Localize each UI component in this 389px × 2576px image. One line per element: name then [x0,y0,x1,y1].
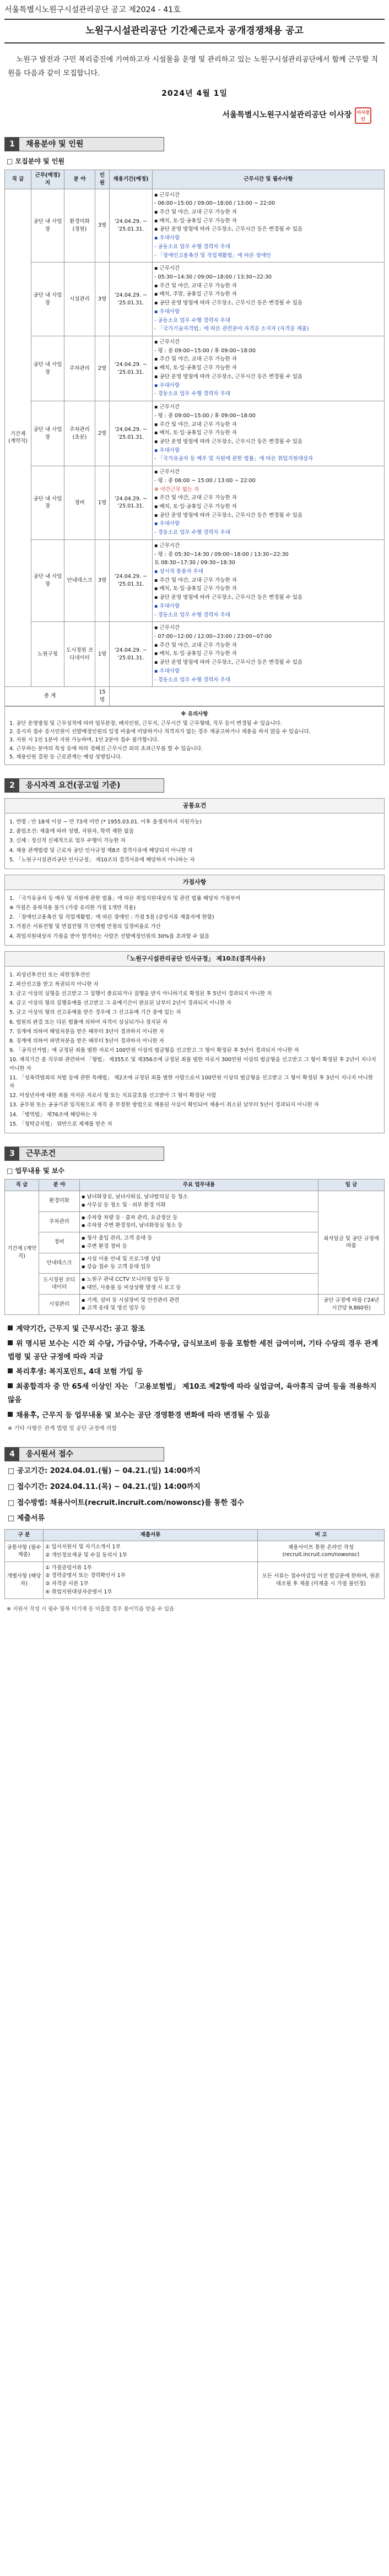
doc-note: 모든 서류는 접수마감일 이전 발급분에 한하며, 원본대조필 후 제출 (미제출 시 가점 불인정) [258,1562,385,1598]
recruit-table [4,170,385,706]
notes-title: ※ 유의사항 [181,711,208,717]
detail-line: ▪ 우대사항 [154,308,180,315]
detail-line: - 05:30~14:30 / 09:00~18:00 / 13:30~22:30 [154,274,272,280]
col-header: 직 급 [5,1180,39,1191]
subsection-title: □ 업무내용 및 보수 [7,1166,65,1175]
detail-line: - 「국가기술자격법」에 따른 관련분야 자격증 소지자 (자격증 제출) [154,326,309,332]
notice-date: 2024년 4월 1일 [161,89,228,99]
tasks-cell [80,1211,318,1232]
table-row [5,622,385,687]
task-line: ▪ 주차장 주변 환경정리, 남녀화장실 청소 등 [82,1222,183,1229]
detail-line: ▪ 배치, 토·일·공휴일 근무 가능한 자 [154,365,237,372]
period-cell: '24.04.29. ~ '25.01.31. [110,622,153,687]
detail-line: ▪ 배치, 주말, 공휴일 근무 가능한 자 [154,291,237,298]
col-header: 주요 업무내용 [80,1180,318,1191]
detail-line: ▪ 주간 및 야간, 교대 근무 가능한 자 [154,356,237,363]
doc-item: ① 가점증빙서류 1부 [45,1564,92,1571]
detail-line: - 평 : 중 06:00 ~ 15:00 / 13:00 ~ 22:00 [154,477,256,484]
place-cell: 공단 내 사업장 [31,336,64,401]
disqualification-box [4,951,385,1133]
field-cell: 주차관리 (초문) [64,401,95,466]
tasks-cell [80,1232,318,1253]
detail-line: ▪ 주간 및 야간, 교대 근무 가능한 자 [154,495,237,501]
field-cell: 주차관리 [39,1211,80,1232]
list-item: 13. 공무원 또는 공공기관 임직원으로 재직 중 부정한 방법으로 채용된 사실이 확인되어 채용이 취소된 날부터 5년이 경과되지 아니한 자 [9,1102,319,1109]
table-row [5,1191,385,1212]
detail-line: ▪ 주간 및 야간, 교대 근무 가능한 자 [154,209,237,215]
period-cell: '24.04.29. ~ '25.01.31. [110,401,153,466]
table-row [5,336,385,401]
total-row [5,687,385,706]
count-cell: 2명 [95,336,110,401]
detail-line: ▪ 근무시간 [154,192,180,198]
detail-line: ▪ 배치, 토·일·공휴일 근무 가능한 자 [154,503,237,510]
task-line: ▪ 고객 응대 및 영선 업무 등 [82,1305,146,1312]
detail-line: ▪ 우대사항 [154,382,180,389]
detail-line: ▪ 배치, 토·일·공휴일 근무 가능한 자 [154,651,237,657]
detail-line: ▪ 우대사항 [154,447,180,454]
detail-line: ▪ 우대사항 [154,668,180,674]
detail-line: ▪ 주간 및 야간, 교대 근무 가능한 자 [154,642,237,648]
place-cell: 공단 내 사업장 [31,263,64,336]
count-cell: 1명 [95,622,110,687]
col-header: 분 야 [64,170,95,189]
task-line: ▪ 노원구 관내 CCTV 모니터링 업무 등 [82,1276,170,1283]
detail-line: 토 08:30~17:30 / 09:30~18:30 [154,560,235,566]
issuer [4,107,385,124]
list-item: 4. 취업지원대상자 가점을 받아 합격하는 사람은 선발예정인원의 30%를 초과할 수 없음 [9,933,210,940]
detail-line: - 공동소요 업무 수행 경력자 우대 [154,243,230,250]
detail-line: ▪ 우대사항 [154,521,180,527]
note-item: 5. 채용인원 결원 등 근로관계는 예상 성명입니다. [9,754,122,760]
table-header-row [5,1180,385,1191]
list-item: 4. 금고 이상의 형의 집행유예를 선고받고 그 유예기간이 완료된 날부터 2년이 경과되지 아니한 자 [9,1000,232,1007]
field-cell: 정비 [39,1232,80,1253]
detail-line: ▪ 근무시간 [154,542,180,549]
section-title: 채용분야 및 인원 [19,138,164,151]
place-cell: 공단 내 사업장 [31,466,64,540]
detail-line: - 경동소요 업무 수행 경력자 우대 [154,391,230,397]
list-item: 11. 「성폭력범죄의 처벌 등에 관한 특례법」 제2조에 규정된 죄를 범한 사람으로서 100만원 이상의 벌금형을 선고받고 그 형이 확정된 후 3년이 지나지 아니한 자 [9,1074,374,1089]
count-cell: 2명 [95,401,110,466]
list-item: 9. 「공직선거법」에 규정된 죄를 범한 자로서 100만원 이상의 벌금형을 선고받고 그 형이 확정된 후 5년이 경과되지 아니한 자 [9,1047,299,1054]
field-cell: 안내데스크 [39,1253,80,1274]
section-2-header [4,778,164,793]
pay-cell: 최저임금 및 공단 규정에 따름 [318,1191,385,1295]
subsection-title: □ 모집분야 및 인원 [7,157,65,165]
detail-line: ▪ 공단 운영 방침에 따라 근무장소, 근무시간 등은 변경될 수 있음 [154,226,303,233]
box-title: 「노원구시설관리공단 인사규정」 제10조(결격사유) [5,952,384,967]
grade-cell: 기간제 (계약직) [5,189,31,687]
application-item: □ 제출서류 [8,1514,45,1523]
detail-cell [153,401,385,466]
condition-item [8,1338,385,1364]
list-item: 1. 연령 : 만 18세 이상 ~ 만 73세 미만 (* 1955.03.01. 이후 출생자까지 지원가능) [9,818,202,825]
condition-text: 최종합격자 중 만 65세 이상인 자는 「고용보험법」 제10조 제2항에 따라 실업급여, 육아휴직 급여 등을 적용하지 않음 [8,1383,377,1405]
doc-items [44,1562,258,1598]
detail-line: ▪ 근무시간 [154,469,180,476]
detail-line: ▪ 공단 운영 방침에 따라 근무장소, 근무시간 등은 변경될 수 있음 [154,300,303,307]
task-line: ▪ 기계, 설비 등 시설장비 및 안전관리 관련 [82,1297,180,1303]
task-line: ▪ 청사 출입 관리, 고객 응대 등 [82,1235,153,1242]
count-cell: 3명 [95,263,110,336]
detail-cell [153,336,385,401]
list-item: 1. 「국가유공자 등 예우 및 지원에 관한 법률」에 따른 취업지원대상자 및 관련 법률 해당자 가점부여 [9,895,241,902]
official-seal: 이사장인 [355,107,371,124]
list-item: 3. 신체 : 정신적 신체적으로 업무 수행이 가능한 자 [9,838,126,844]
period-cell: '24.04.29. ~ '25.01.31. [110,539,153,621]
common-requirements-box [4,798,385,869]
detail-line: - 「국가유공자 등 예우 및 지원에 관한 법률」에 따른 취업지원대상자 [154,456,314,462]
intro-paragraph: 노원구 발전과 구민 복리증진에 기여하고자 시설물을 운영 및 관리하고 있는 노원구시설관리공단에서 함께 근무할 직원을 다음과 같이 모집합니다. [8,55,379,78]
doc-item: ④ 취업지원대상자증명서 1부 [45,1589,112,1595]
detail-line: - 평 : 중 05:30~14:30 / 09:00~18:00 / 13:30~22:30 [154,551,289,558]
detail-line: ▪ 공단 운영 방침에 따라 근무장소, 근무시간 등은 변경될 수 있음 [154,438,303,445]
list-item: 14. 「병역법」 제76조에 해당하는 자 [9,1111,98,1118]
square-bullet-icon [8,1383,13,1388]
note-item: 3. 지원 시 1인 1분야 지원 가능하며, 1인 2분야 접수 불가합니다. [9,737,159,744]
task-line: ▪ 주변 환경 정비 등 [82,1243,127,1249]
condition-sub: ※ 기타 사항은 관계 법령 및 공단 규정에 의함 [8,1425,117,1432]
count-cell: 1명 [95,466,110,540]
detail-line: ▪ 공단 운영 방침에 따라 근무장소, 근무시간 등은 변경될 수 있음 [154,512,303,519]
place-cell: 공단 내 사업장 [31,539,64,621]
doc-category: 공통사항 (필수제출) [5,1541,44,1562]
table-row [5,401,385,466]
doc-item: ② 개인정보제공 및 수집 동의서 1부 [45,1552,127,1558]
conditions-list [4,1323,385,1434]
place-cell: 공단 내 사업장 [31,401,64,466]
task-line: ▪ 시설 이용 안내 및 프로그램 상담 [82,1256,161,1262]
field-cell: 주차관리 [64,336,95,401]
detail-line: ▪ 배치, 토·일·공휴일 근무 가능한 자 [154,586,237,592]
field-cell: 도시정원 코디네이터 [64,622,95,687]
detail-line: ▪ 주간 및 야간, 교대 근무 가능한 자 [154,421,237,428]
detail-line: ▪ 근무시간 [154,339,180,346]
issuer-name: 서울특별시노원구시설관리공단 이사장 [222,111,352,120]
tasks-cell [80,1294,318,1315]
field-cell: 도시정원 코디네이터 [39,1274,80,1295]
detail-line: ▪ 공단 운영 방침에 따라 근무장소, 근무시간 등은 변경될 수 있음 [154,373,303,380]
detail-line: ▪ 상시적 통용자 우대 [154,569,203,575]
total-label: 총 계 [5,687,95,706]
field-cell: 환경미화 [39,1191,80,1212]
col-header: 구 분 [5,1530,44,1541]
condition-text: 채용후, 근무지 등 업무내용 및 보수는 공단 경영환경 변화에 따라 변경될 수 있음 [16,1411,271,1420]
square-bullet-icon [8,1412,13,1417]
square-bullet-icon [8,1368,13,1373]
list-item: 15. 「청탁금지법」 위반으로 제재를 받은 자 [9,1121,112,1127]
task-line: ▪ 사무실 등 청소 및 · 외부 환경 미화 [82,1202,166,1208]
doc-note: 채용사이트 통한 온라인 작성 (recruit.incruit.com/nowonsc) [258,1541,385,1562]
work-table [4,1179,385,1315]
section-number: 1 [5,137,19,151]
table-row [5,1294,385,1315]
documents-table [4,1529,385,1598]
note-item: 1. 공단 운영방침 및 근무성적에 따라 업무분장, 배치인원, 근무지, 근무시간 및 근무형태, 직무 등이 변경될 수 있습니다. [9,721,282,727]
col-header: 근무시간 및 필수사항 [153,170,385,189]
section-number: 4 [5,1447,19,1461]
detail-line: - 경동소요 업무 수행 경력자 우대 [154,676,230,683]
doc-items [44,1541,258,1562]
detail-line: ▪ 근무시간 [154,265,180,272]
list-item: 3. 가점은 서류전형 및 면접전형 각 단계별 만점의 일정비율로 가산 [9,924,161,930]
list-item: 2. 「장애인고용촉진 및 직업재활법」에 따른 장애인 : 가점 5점 (증빙서류 제출자에 한함) [9,914,214,921]
detail-line: - 공동소요 업무 수행 경력자 우대 [154,317,230,324]
detail-line: - 평 : 중 09:00~15:00 / 휴 09:00~18:00 [154,412,256,419]
list-item: 2. 졸업조건: 제출에 따라 성별, 지원자, 학력 제한 없음 [9,828,134,835]
detail-line: ▪ 주간 및 야간, 교대 근무 가능한 자 [154,282,237,289]
condition-text: 계약기간, 근무지 및 근무시간: 공고 참조 [16,1325,145,1334]
list-item: 5. 「노원구시설관리공단 인사규정」 제10조의 결격사유에 해당하지 아니하는 자 [9,856,195,863]
detail-cell [153,189,385,263]
section-title: 응시자격 요건(공고일 기준) [19,779,164,792]
application-info [4,1466,385,1525]
condition-item [8,1380,385,1407]
list-item: 7. 징계에 의하여 해임처분을 받은 때부터 3년이 경과하지 아니한 자 [9,1028,164,1035]
footer-note: ※ 지원서 작성 시 필수 항목 미기재 등 미흡할 경우 불이익을 받을 수 있음 [7,1606,175,1612]
grade-cell: 기간제 (계약직) [5,1191,39,1315]
section-4-header [4,1447,164,1461]
doc-item: ③ 자격증 사본 1부 [45,1581,89,1587]
count-cell: 3명 [95,539,110,621]
tasks-cell [80,1191,318,1212]
section-title: 응시원서 접수 [19,1448,164,1461]
list-item: 3. 금고 이상의 실형을 선고받고 그 집행이 종료되거나 집행을 받지 아니하기로 확정된 후 5년이 경과되지 아니한 자 [9,991,272,997]
count-cell: 3명 [95,189,110,263]
application-item: □ 접수방법: 채용사이트(recruit.incruit.com/nowonsc)를 통한 접수 [8,1498,244,1507]
section-number: 3 [5,1147,19,1161]
task-line: ▪ 주차장 차량 등 · 출차 관리, 요금정산 등 [82,1214,178,1221]
table-header-row [5,170,385,189]
application-item: □ 공고기간: 2024.04.01.(월) ~ 04.21.(일) 14:00까지 [8,1467,201,1476]
detail-line: ▪ 배치, 토·일·공휴일 근무 가능한 자 [154,430,237,436]
condition-item [8,1366,385,1379]
detail-line: ▪ 우대사항 [154,603,180,609]
col-header: 임 금 [318,1180,385,1191]
col-header: 채용기간(예정) [110,170,153,189]
list-item: 2. 파산선고를 받고 복권되지 아니한 자 [9,981,99,987]
task-line: ▪ 남녀화장실, 남녀샤워실, 남녀탈의실 등 청소 [82,1194,188,1200]
detail-line: ▪ 공단 운영 방침에 따라 근무장소, 근무시간 등은 변경될 수 있음 [154,594,303,601]
task-line: ▪ 대민, 사용불 등 비상상황 발생 시 보고 등 [82,1284,181,1291]
list-item: 5. 금고 이상의 형의 선고유예를 받은 경우에 그 선고유예 기간 중에 있는 자 [9,1009,181,1016]
col-header: 제출서류 [44,1530,258,1541]
detail-line: ▪ 배치, 토·일·공휴일 근무 가능한 자 [154,217,237,224]
pay-cell: 공단 규정에 따름 ('24년 시간당 9,860원) [318,1294,385,1315]
detail-line: ▪ 우대사항 [154,235,180,242]
field-cell: 시설관리 [64,263,95,336]
list-item: 4. 채용 관계법령 및 근로자 공단 인사규정 제8조 결격사유에 해당되지 아니한 자 [9,847,193,854]
square-bullet-icon [8,1340,13,1345]
section-1-header [4,137,164,151]
list-item: 10. 재직기간 중 직무와 관련하여 「형법」 제355조 및 제356조에 규정된 죄를 범한 자로서 300만원 이상의 벌금형을 선고받고 그 형이 확정된 후 2년이 지나지 아니한 자 [9,1057,376,1072]
note-item: 4. 근무하는 분야의 특성 등에 따라 정해진 근무시간 외의 초과근무를 할 수 있습니다. [9,745,203,752]
detail-line: - 평 : 중 09:00~15:00 / 휴 09:00~18:00 [154,347,256,354]
notice-number: 서울특별시노원구시설관리공단 공고 제2024 - 41호 [4,6,181,14]
table-row [5,539,385,621]
condition-item [8,1409,385,1422]
section-title: 근무조건 [19,1147,164,1160]
box-title: 공통요건 [5,799,384,814]
section-number: 2 [5,778,19,793]
detail-line: - 06:00~15:00 / 09:00~18:00 / 13:00 ~ 22:00 [154,200,275,207]
table-row [5,466,385,540]
detail-cell [153,466,385,540]
place-cell: 노원구청 [31,622,64,687]
table-row [5,189,385,263]
tasks-cell [80,1274,318,1295]
list-item: 8. 징계에 의하여 파면처분을 받은 때부터 5년이 경과하지 아니한 자 [9,1038,164,1044]
col-header: 비 고 [258,1530,385,1541]
period-cell: '24.04.29. ~ '25.01.31. [110,189,153,263]
detail-line: - 경동소요 업무 수행 경력자 우대 [154,530,230,536]
condition-text: 복리후생: 복지포인트, 4대 보험 가입 등 [16,1368,143,1377]
col-header: 분 야 [39,1180,80,1191]
detail-line: - 07:00~12:00 / 12:00~23:00 / 23:00~07:00 [154,634,272,640]
box-title: 가점사항 [5,875,384,890]
detail-line: - 「장애인고용촉진 및 직업재활법」에 따른 장애인 [154,252,271,259]
table-header-row [5,1530,385,1541]
notes-box [4,706,385,765]
detail-cell [153,263,385,336]
col-header: 인 원 [95,170,110,189]
note-item: 2. 응시자 접수 응시인원이 선발예정인원의 일정 비율에 미달하거나 적격자가 없는 경우 재공고하거나 채용을 하지 않을 수 있습니다. [9,729,311,735]
field-cell: 안내데스크 [64,539,95,621]
total-empty [110,687,385,706]
list-item: 6. 법원의 판결 또는 다른 법률에 의하여 자격이 상실되거나 정지된 자 [9,1019,168,1025]
field-cell: 환경미화 (정원) [64,189,95,263]
task-line: ▪ 강습 접수 등 고객 응대 업무 [82,1264,151,1270]
field-cell: 정비 [64,466,95,540]
condition-text: 위 명시된 보수는 시간 외 수당, 가급수당, 가족수당, 급식보조비 등을 포함한 세전 급여이며, 기타 수당의 경우 관계법령 및 공단 규정에 따라 지급 [8,1340,379,1362]
total-count: 15명 [95,687,110,706]
table-row [5,1541,385,1562]
bonus-points-box [4,875,385,946]
period-cell: '24.04.29. ~ '25.01.31. [110,336,153,401]
detail-cell [153,622,385,687]
table-row [5,1562,385,1598]
square-bullet-icon [8,1325,13,1330]
application-item: □ 접수기간: 2024.04.11.(목) ~ 04.21.(일) 14:00까지 [8,1482,201,1491]
detail-line: - 경동소요 업무 수행 경력자 우대 [154,612,230,618]
detail-line: ▪ 주간 및 야간, 교대 근무 가능한 자 [154,577,237,583]
doc-item: ② 경력증명서 또는 경력확인서 1부 [45,1573,126,1579]
doc-category: 개별사항 (해당자) [5,1562,44,1598]
field-cell: 시설관리 [39,1294,80,1315]
list-item: 12. 미성년자에 대한 죄를 저지른 자로서 형 또는 치료감호를 선고받아 그 형이 확정된 사람 [9,1093,217,1099]
list-item: ※ 가점은 중복적용 불가 (가장 유리한 가점 1개만 적용) [9,905,136,911]
period-cell: '24.04.29. ~ '25.01.31. [110,466,153,540]
notice-title: 노원구시설관리공단 기간제근로자 공개경쟁채용 공고 [4,19,385,43]
col-header: 근무(예정)지 [31,170,64,189]
period-cell: '24.04.29. ~ '25.01.31. [110,263,153,336]
detail-cell [153,539,385,621]
table-row [5,263,385,336]
detail-line: ※ 야간근무 없는 자 [154,486,199,493]
list-item: 1. 피성년후견인 또는 피한정후견인 [9,972,90,978]
col-header: 직 급 [5,170,31,189]
doc-item: ① 입사지원서 및 자기소개서 1부 [45,1544,121,1550]
section-3-header [4,1147,164,1161]
detail-line: ▪ 근무시간 [154,404,180,411]
place-cell: 공단 내 사업장 [31,189,64,263]
detail-line: ▪ 근무시간 [154,625,180,631]
condition-item [8,1323,385,1336]
tasks-cell [80,1253,318,1274]
detail-line: ▪ 공단 운영 방침에 따라 근무장소, 근무시간 등은 변경될 수 있음 [154,659,303,666]
